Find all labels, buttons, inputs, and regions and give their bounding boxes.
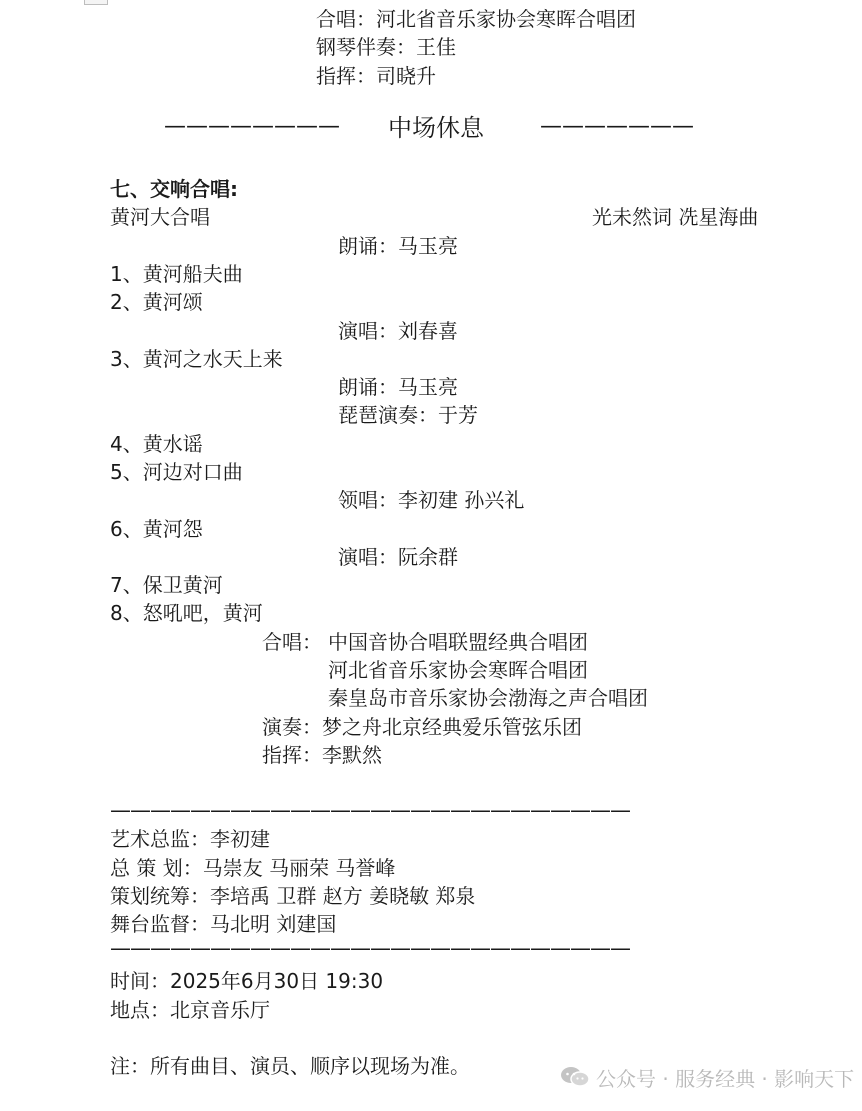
staff-art-director: 艺术总监：李初建 — [110, 827, 270, 851]
list-item: 7、保卫黄河 — [110, 573, 223, 597]
section-heading: 七、交响合唱: — [110, 177, 238, 201]
intermission-title: 中场休息 — [388, 114, 484, 142]
finale-conductor: 指挥：李默然 — [262, 743, 382, 767]
page-corner-mark — [84, 0, 108, 5]
watermark-text: 公众号 · 服务经典 · 影响天下 — [596, 1066, 855, 1091]
top-chorus: 合唱：河北省音乐家协会寒晖合唱团 — [316, 7, 636, 31]
intermission-dash-right: ——————— — [540, 114, 694, 139]
watermark — [560, 1062, 854, 1092]
work-title: 黄河大合唱 — [110, 205, 210, 229]
performer-credit: 领唱：李初建 孙兴礼 — [338, 488, 525, 512]
staff-coordination: 策划统筹：李培禹 卫群 赵方 姜晓敏 郑泉 — [110, 884, 476, 908]
list-item: 1、黄河船夫曲 — [110, 262, 243, 286]
work-credits: 光未然词 冼星海曲 — [592, 205, 759, 229]
intermission-dash-left: ———————— — [164, 114, 340, 139]
list-item: 5、河边对口曲 — [110, 460, 243, 484]
staff-stage-supervisor: 舞台监督：马北明 刘建国 — [110, 912, 337, 936]
program-note: 注：所有曲目、演员、顺序以现场为准。 — [110, 1054, 470, 1078]
divider-bottom: —————————————————————————— — [110, 936, 630, 960]
finale-chorus-3: 秦皇岛市音乐家协会渤海之声合唱团 — [328, 686, 648, 710]
finale-chorus-label: 合唱： — [262, 630, 322, 654]
list-item: 4、黄水谣 — [110, 432, 203, 456]
performer-credit: 演唱：阮余群 — [338, 545, 458, 569]
top-conductor: 指挥：司晓升 — [316, 64, 436, 88]
performer-credit: 朗诵：马玉亮 — [338, 375, 458, 399]
event-time: 时间：2025年6月30日 19:30 — [110, 969, 384, 993]
performer-credit: 演唱：刘春喜 — [338, 319, 458, 343]
top-piano: 钢琴伴奏：王佳 — [316, 35, 456, 59]
divider-top: —————————————————————————— — [110, 798, 630, 822]
list-item: 3、黄河之水天上来 — [110, 347, 283, 371]
performer-credit: 琵琶演奏：于芳 — [338, 403, 478, 427]
finale-chorus-2: 河北省音乐家协会寒晖合唱团 — [328, 658, 588, 682]
staff-planning: 总 策 划：马崇友 马丽荣 马誉峰 — [110, 856, 396, 880]
finale-chorus-1: 中国音协合唱联盟经典合唱团 — [328, 630, 588, 654]
recite-credit: 朗诵：马玉亮 — [338, 234, 458, 258]
wechat-icon — [560, 1066, 590, 1088]
list-item: 2、黄河颂 — [110, 290, 203, 314]
list-item: 6、黄河怨 — [110, 517, 203, 541]
finale-orchestra: 演奏：梦之舟北京经典爱乐管弦乐团 — [262, 715, 582, 739]
list-item: 8、怒吼吧，黄河 — [110, 601, 263, 625]
event-venue: 地点：北京音乐厅 — [110, 998, 270, 1022]
